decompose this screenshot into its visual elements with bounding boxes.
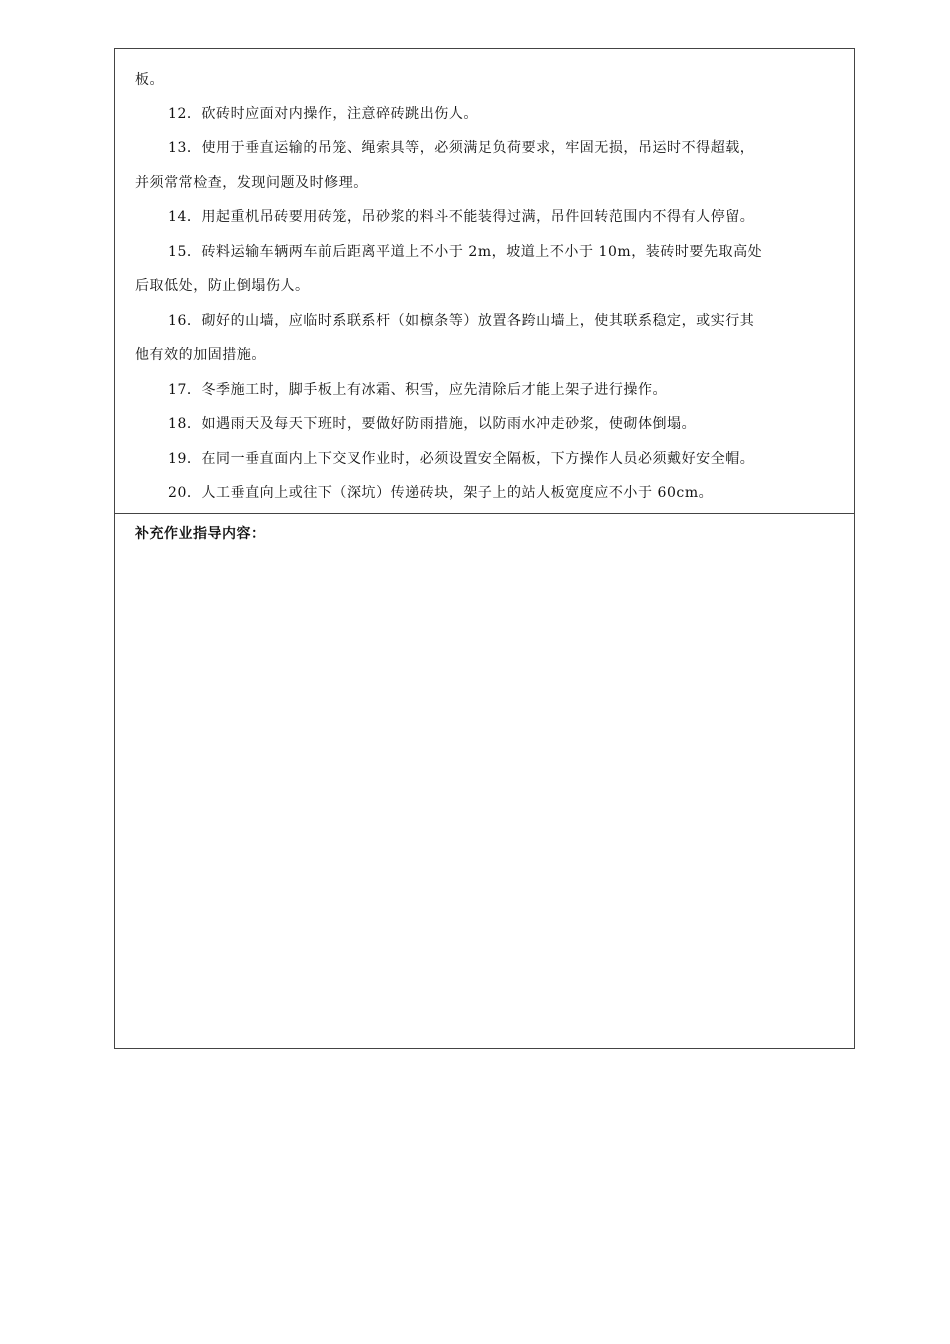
rule-16-continued: 他有效的加固措施。 [135, 347, 266, 363]
rule-14: 14．用起重机吊砖要用砖笼，吊砂浆的料斗不能装得过满，吊件回转范围内不得有人停留。 [168, 209, 755, 225]
supplement-heading: 补充作业指导内容： [135, 526, 266, 542]
rule-line-continuation: 板。 [135, 72, 165, 88]
rule-17: 17．冬季施工时，脚手板上有冰霜、积雪，应先清除后才能上架子进行操作。 [168, 382, 668, 398]
rule-15: 15．砖料运输车辆两车前后距离平道上不小于 2m，坡道上不小于 10m，装砖时要先取高处 [168, 244, 763, 260]
document-table [114, 48, 855, 1049]
rule-13: 13．使用于垂直运输的吊笼、绳索具等，必须满足负荷要求，牢固无损，吊运时不得超载， [168, 140, 755, 156]
safety-rules-section [115, 49, 854, 514]
supplement-section [115, 514, 854, 1048]
rule-18: 18．如遇雨天及每天下班时，要做好防雨措施，以防雨水冲走砂浆，使砌体倒塌。 [168, 416, 697, 432]
rule-13-continued: 并须常常检查，发现问题及时修理。 [135, 175, 368, 191]
rule-16: 16．砌好的山墙，应临时系联系杆（如檩条等）放置各跨山墙上，使其联系稳定，或实行其 [168, 313, 755, 329]
rule-20: 20．人工垂直向上或往下（深坑）传递砖块，架子上的站人板宽度应不小于 60cm。 [168, 485, 714, 501]
rule-15-continued: 后取低处，防止倒塌伤人。 [135, 278, 310, 294]
rule-19: 19．在同一垂直面内上下交叉作业时，必须设置安全隔板，下方操作人员必须戴好安全帽。 [168, 451, 755, 467]
rule-12: 12．砍砖时应面对内操作，注意碎砖跳出伤人。 [168, 106, 478, 122]
